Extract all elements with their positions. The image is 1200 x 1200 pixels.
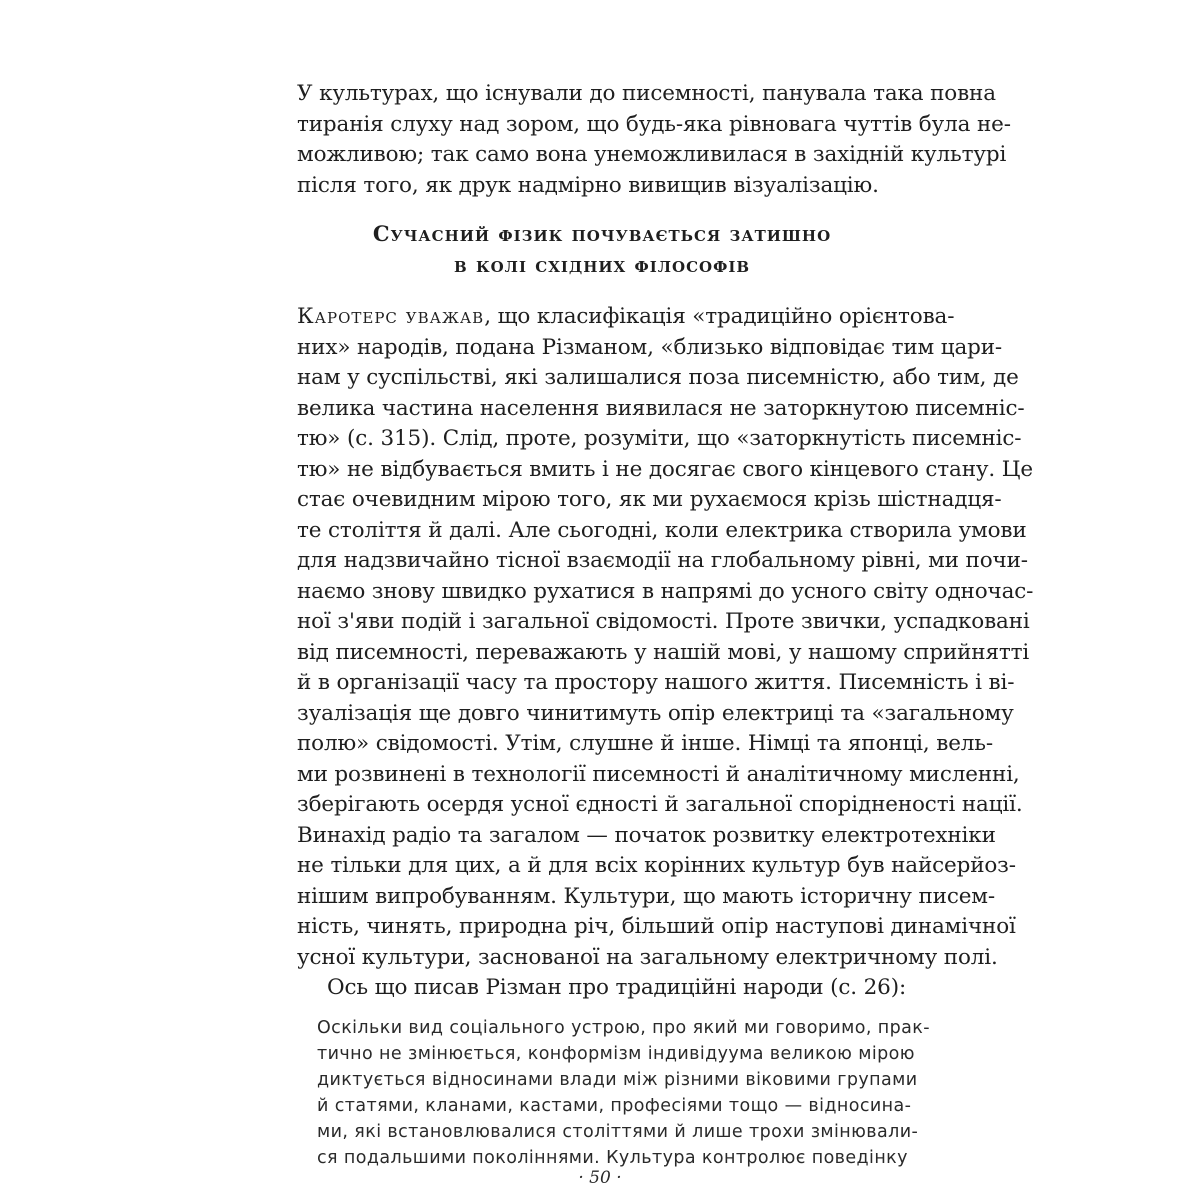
- intro-line: тиранія слуху над зором, що будь-яка рівновага чуттів була не-: [297, 111, 1011, 137]
- first-line-rest: , що класифікація «традиційно орієнтова-: [484, 304, 955, 329]
- quote-line: тично не змінюється, конформізм індивідуума великою мірою: [317, 1043, 915, 1064]
- body-line: для надзвичайно тісної взаємодії на глобальному рівні, ми почи-: [297, 548, 1028, 573]
- body-line: ність, чинять, природна річ, більший опір наступові динамічної: [297, 914, 1016, 939]
- body-line: ної з'яви подій і загальної свідомості. Проте звички, успадковані: [297, 609, 1030, 634]
- body-first-line: [297, 301, 955, 333]
- intro-line: можливою; так само вона унеможливилася в західній культурі: [297, 142, 1007, 167]
- body-line: наємо знову швидко рухатися в напрямі до усного світу одночас-: [297, 578, 1034, 604]
- body-line: стає очевидним мірою того, як ми рухаємося крізь шістнадця-: [297, 487, 1002, 512]
- body-line: них» народів, подана Різманом, «близько відповідає тим цари-: [297, 334, 1003, 360]
- quote-line: Оскільки вид соціального устрою, про який ми говоримо, прак-: [317, 1017, 930, 1038]
- quote-line: ся подальшими поколіннями. Культура контролює поведінку: [317, 1147, 908, 1168]
- section-heading-line-1: Сучасний фізик почувається затишно: [372, 221, 832, 246]
- section-heading-line-2: в колі східних філософів: [453, 251, 751, 277]
- body-line: від писемності, переважають у нашій мові, у нашому сприйнятті: [297, 639, 1030, 665]
- body-line: й в організації часу та простору нашого життя. Писемність і ві-: [297, 670, 1015, 695]
- body-line: зберігають осердя усної єдності й загальної спорідненості нації.: [297, 792, 1023, 817]
- body-line: Винахід радіо та загалом — початок розвитку електротехніки: [297, 822, 996, 848]
- body-line: усної культури, заснованої на загальному електричному полі.: [297, 944, 998, 970]
- body-line: тю» (с. 315). Слід, проте, розуміти, що «заторкнутість писемніс-: [297, 426, 1022, 451]
- body-line: зуалізація ще довго чинитимуть опір електриці та «загальному: [297, 700, 1014, 726]
- body-line: не тільки для цих, а й для всіх корінних культур був найсерйоз-: [297, 853, 1016, 878]
- quote-line: й статями, кланами, кастами, професіями тощо — відносина-: [317, 1095, 912, 1116]
- body-line: велика частина населення виявилася не заторкнутою писемніс-: [297, 395, 1025, 421]
- body-line: тю» не відбувається вмить і не досягає свого кінцевого стану. Це: [297, 456, 1033, 482]
- body-line: те століття й далі. Але сьогодні, коли електрика створила умови: [297, 517, 1027, 543]
- body-line: нішим випробуванням. Культури, що мають історичну писем-: [297, 883, 995, 909]
- intro-line: після того, як друк надмірно вивищив візуалізацію.: [297, 172, 879, 198]
- body-line: полю» свідомості. Утім, слушне й інше. Німці та японці, вель-: [297, 731, 993, 756]
- body-line: ми розвинені в технології писемності й аналітичному мисленні,: [297, 761, 1020, 787]
- body-final-line: Ось що писав Різман про традиційні народи (с. 26):: [327, 975, 907, 1000]
- intro-line: У культурах, що існували до писемності, панувала така повна: [297, 81, 996, 106]
- quote-line: ми, які встановлювалися століттями й лише трохи змінювали-: [317, 1121, 919, 1142]
- body-line: нам у суспільстві, які залишалися поза писемністю, або тим, де: [297, 365, 1019, 390]
- quote-line: диктується відносинами влади між різними віковими групами: [317, 1069, 918, 1090]
- lead-word: Каротерс уважав: [297, 304, 485, 329]
- page-number: · 50 ·: [578, 1168, 622, 1188]
